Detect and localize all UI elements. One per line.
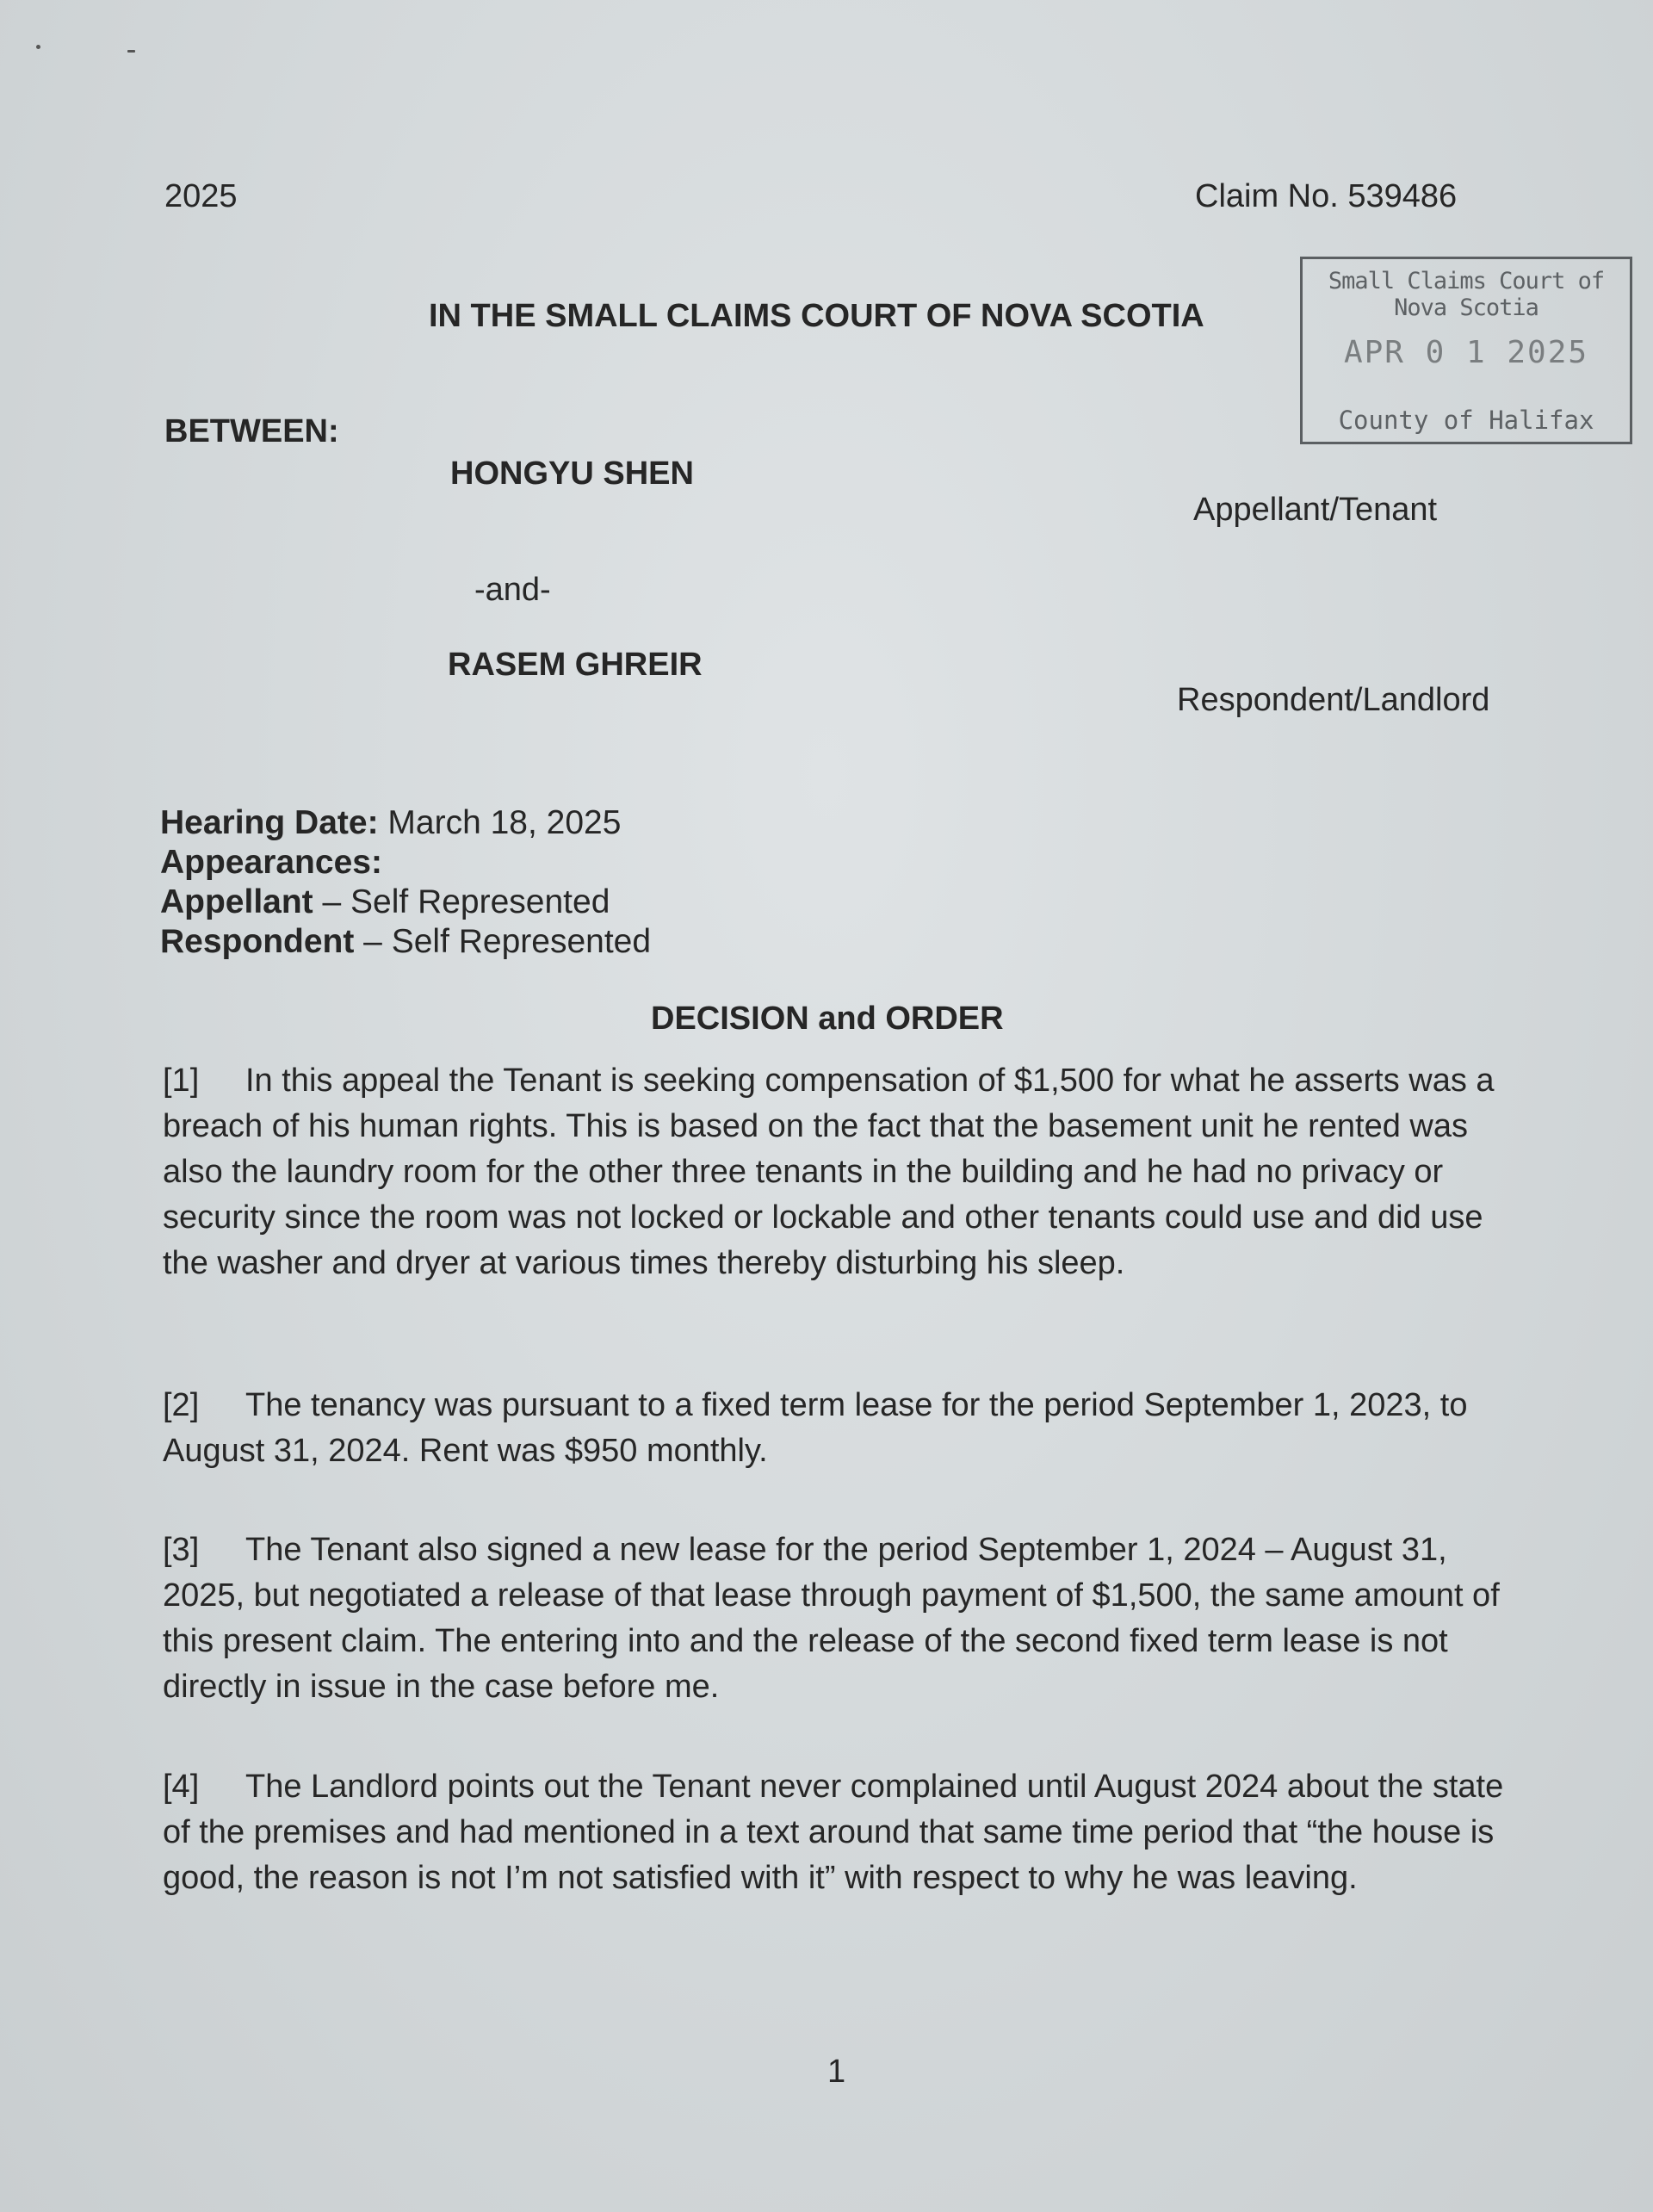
- hearing-date-label: Hearing Date:: [160, 804, 379, 841]
- decision-title: DECISION and ORDER: [651, 1001, 1004, 1037]
- appearance-respondent: [160, 923, 651, 961]
- claim-number: Claim No. 539486: [1195, 178, 1458, 214]
- scan-speck: [36, 45, 40, 49]
- stamp-county: County of Halifax: [1338, 406, 1594, 435]
- header-year: 2025: [164, 178, 238, 214]
- paragraph-text: The Tenant also signed a new lease for the period September 1, 2024 – August 31, 2025, but negotiated a release of that lease through payment of $1,500, the same amount of this present claim. The entering into and the release of the second fixed term lease is not directly in issue in the case before me.: [163, 1532, 1500, 1705]
- paragraph-number: [1]: [163, 1063, 200, 1099]
- court-stamp: [1300, 257, 1632, 444]
- paragraph-text: In this appeal the Tenant is seeking compensation of $1,500 for what he asserts was a breach of his human rights. This is based on the fact that the basement unit he rented was also the laundry room for the other three tenants in the building and he had no privacy or security since the room was not locked or lockable and other tenants could use and did use the washer and dryer at various times thereby disturbing his sleep.: [163, 1063, 1495, 1281]
- appearance-appellant-label: Appellant: [160, 883, 313, 920]
- hearing-date: [160, 804, 621, 842]
- stamp-court-name: Small Claims Court of Nova Scotia: [1328, 268, 1605, 321]
- appearance-respondent-value: – Self Represented: [354, 923, 652, 960]
- appellant-name: HONGYU SHEN: [450, 455, 694, 492]
- scan-speck: [127, 50, 135, 53]
- paragraph-4: [163, 1764, 1506, 1901]
- appearances-label: Appearances:: [160, 844, 382, 881]
- appearance-appellant: [160, 883, 610, 921]
- court-title: IN THE SMALL CLAIMS COURT OF NOVA SCOTIA: [429, 298, 1204, 334]
- respondent-name: RASEM GHREIR: [448, 647, 703, 683]
- between-label: BETWEEN:: [164, 413, 339, 449]
- paragraph-number: [2]: [163, 1387, 200, 1423]
- appearance-appellant-value: – Self Represented: [313, 883, 610, 920]
- paragraph-number: [4]: [163, 1769, 200, 1805]
- and-label: -and-: [474, 572, 551, 608]
- paragraph-text: The tenancy was pursuant to a fixed term lease for the period September 1, 2023, to August 31, 2024. Rent was $950 monthly.: [163, 1387, 1468, 1469]
- appearance-respondent-label: Respondent: [160, 923, 355, 960]
- stamp-date: APR 0 1 2025: [1343, 335, 1589, 370]
- paragraph-2: [163, 1383, 1506, 1474]
- paragraph-3: [163, 1527, 1506, 1710]
- paragraph-number: [3]: [163, 1532, 200, 1568]
- respondent-role: Respondent/Landlord: [1177, 682, 1490, 718]
- paragraph-1: [163, 1058, 1506, 1286]
- paragraph-text: The Landlord points out the Tenant never complained until August 2024 about the state of the premises and had mentioned in a text around that same time period that “the house is good, the reason is not I’m not satisfied with it” with respect to why he was leaving.: [163, 1769, 1504, 1896]
- hearing-date-value: March 18, 2025: [378, 804, 622, 841]
- appellant-role: Appellant/Tenant: [1193, 492, 1438, 528]
- page-number: 1: [827, 2054, 846, 2090]
